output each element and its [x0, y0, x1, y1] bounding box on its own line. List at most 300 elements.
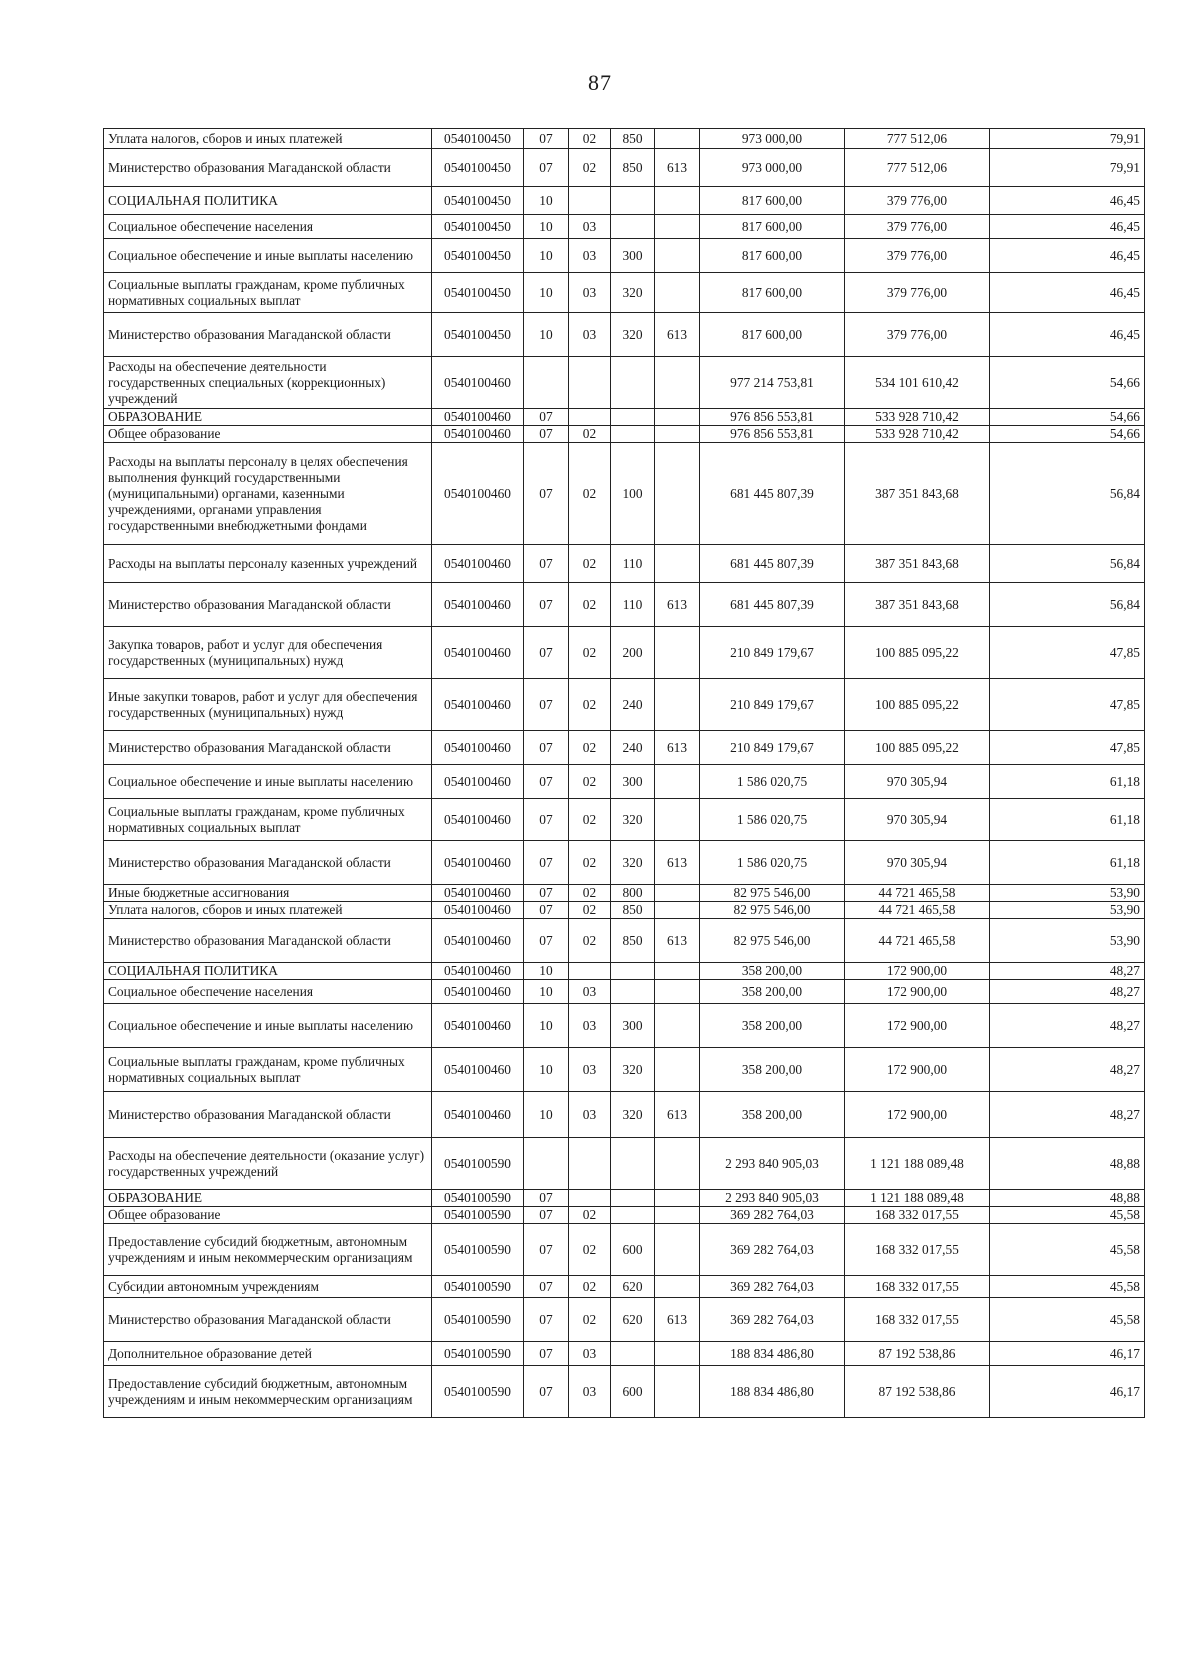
row-name: ОБРАЗОВАНИЕ: [104, 1190, 432, 1207]
row-subsection: 02: [569, 129, 611, 149]
row-plan-amount: 976 856 553,81: [700, 409, 845, 426]
row-grbs: 613: [655, 1298, 700, 1342]
row-name: Министерство образования Магаданской области: [104, 731, 432, 765]
row-section: 07: [524, 409, 569, 426]
row-percent: 56,84: [990, 545, 1145, 583]
row-percent: 46,45: [990, 215, 1145, 239]
row-percent: 48,88: [990, 1190, 1145, 1207]
table-row: [104, 187, 1145, 215]
row-subsection: [569, 187, 611, 215]
row-percent: 53,90: [990, 902, 1145, 919]
row-name: Предоставление субсидий бюджетным, автономным учреждениям и иным некоммерческим организациям: [104, 1366, 432, 1418]
row-plan-amount: 817 600,00: [700, 187, 845, 215]
row-name: Иные бюджетные ассигнования: [104, 885, 432, 902]
row-percent: 46,45: [990, 239, 1145, 273]
row-executed-amount: 168 332 017,55: [845, 1207, 990, 1224]
row-expense-type: 620: [611, 1276, 655, 1298]
row-executed-amount: 379 776,00: [845, 215, 990, 239]
row-percent: 53,90: [990, 919, 1145, 963]
row-grbs: [655, 799, 700, 841]
row-name: Расходы на выплаты персоналу казенных учреждений: [104, 545, 432, 583]
row-plan-amount: 976 856 553,81: [700, 426, 845, 443]
row-grbs: 613: [655, 149, 700, 187]
row-section: 07: [524, 1298, 569, 1342]
row-expense-type: [611, 963, 655, 980]
row-plan-amount: 210 849 179,67: [700, 627, 845, 679]
row-executed-amount: 533 928 710,42: [845, 426, 990, 443]
row-executed-amount: 168 332 017,55: [845, 1224, 990, 1276]
row-name: Министерство образования Магаданской области: [104, 583, 432, 627]
row-subsection: 03: [569, 215, 611, 239]
row-subsection: 02: [569, 902, 611, 919]
table-row: [104, 1276, 1145, 1298]
row-name: Иные закупки товаров, работ и услуг для обеспечения государственных (муниципальных) нужд: [104, 679, 432, 731]
row-executed-amount: 100 885 095,22: [845, 627, 990, 679]
row-grbs: [655, 1342, 700, 1366]
table-row: [104, 239, 1145, 273]
row-expense-type: [611, 409, 655, 426]
row-grbs: [655, 357, 700, 409]
row-percent: 61,18: [990, 841, 1145, 885]
row-plan-amount: 358 200,00: [700, 963, 845, 980]
row-expense-type: 320: [611, 273, 655, 313]
row-plan-amount: 369 282 764,03: [700, 1207, 845, 1224]
row-percent: 45,58: [990, 1276, 1145, 1298]
row-plan-amount: 358 200,00: [700, 980, 845, 1004]
row-plan-amount: 973 000,00: [700, 129, 845, 149]
row-section: 07: [524, 1366, 569, 1418]
row-grbs: [655, 1048, 700, 1092]
row-executed-amount: 777 512,06: [845, 129, 990, 149]
row-name: Социальное обеспечение и иные выплаты населению: [104, 765, 432, 799]
row-executed-amount: 1 121 188 089,48: [845, 1138, 990, 1190]
row-executed-amount: 387 351 843,68: [845, 443, 990, 545]
row-target-code: 0540100460: [432, 1048, 524, 1092]
row-grbs: [655, 765, 700, 799]
row-target-code: 0540100460: [432, 1004, 524, 1048]
row-subsection: [569, 1138, 611, 1190]
row-subsection: 02: [569, 426, 611, 443]
row-percent: 46,17: [990, 1342, 1145, 1366]
row-target-code: 0540100590: [432, 1342, 524, 1366]
row-plan-amount: 681 445 807,39: [700, 545, 845, 583]
row-target-code: 0540100460: [432, 679, 524, 731]
row-section: 07: [524, 799, 569, 841]
row-percent: 45,58: [990, 1298, 1145, 1342]
row-target-code: 0540100460: [432, 583, 524, 627]
row-executed-amount: 379 776,00: [845, 239, 990, 273]
row-percent: 53,90: [990, 885, 1145, 902]
row-expense-type: 850: [611, 149, 655, 187]
row-executed-amount: 379 776,00: [845, 313, 990, 357]
row-plan-amount: 210 849 179,67: [700, 679, 845, 731]
row-executed-amount: 970 305,94: [845, 841, 990, 885]
row-plan-amount: 973 000,00: [700, 149, 845, 187]
row-expense-type: 600: [611, 1366, 655, 1418]
row-percent: 46,17: [990, 1366, 1145, 1418]
row-expense-type: 320: [611, 1092, 655, 1138]
row-executed-amount: 100 885 095,22: [845, 679, 990, 731]
row-subsection: 03: [569, 1366, 611, 1418]
row-target-code: 0540100590: [432, 1207, 524, 1224]
row-plan-amount: 369 282 764,03: [700, 1298, 845, 1342]
row-target-code: 0540100590: [432, 1138, 524, 1190]
row-name: Субсидии автономным учреждениям: [104, 1276, 432, 1298]
row-section: 07: [524, 919, 569, 963]
row-percent: 54,66: [990, 426, 1145, 443]
row-grbs: [655, 273, 700, 313]
table-row: [104, 1048, 1145, 1092]
row-target-code: 0540100460: [432, 799, 524, 841]
row-plan-amount: 817 600,00: [700, 313, 845, 357]
row-percent: 48,27: [990, 1004, 1145, 1048]
table-row: [104, 902, 1145, 919]
row-plan-amount: 358 200,00: [700, 1004, 845, 1048]
row-expense-type: [611, 1342, 655, 1366]
row-target-code: 0540100450: [432, 273, 524, 313]
row-section: 10: [524, 1048, 569, 1092]
row-percent: 56,84: [990, 583, 1145, 627]
row-section: 07: [524, 129, 569, 149]
row-section: 07: [524, 443, 569, 545]
row-subsection: 02: [569, 583, 611, 627]
row-expense-type: 110: [611, 583, 655, 627]
row-target-code: 0540100460: [432, 545, 524, 583]
row-plan-amount: 681 445 807,39: [700, 583, 845, 627]
row-percent: 47,85: [990, 679, 1145, 731]
row-target-code: 0540100460: [432, 765, 524, 799]
row-target-code: 0540100460: [432, 902, 524, 919]
table-row: [104, 409, 1145, 426]
row-percent: 46,45: [990, 313, 1145, 357]
row-expense-type: 200: [611, 627, 655, 679]
row-grbs: 613: [655, 583, 700, 627]
table-row: [104, 1298, 1145, 1342]
row-grbs: [655, 1224, 700, 1276]
row-target-code: 0540100590: [432, 1190, 524, 1207]
row-grbs: [655, 1276, 700, 1298]
row-expense-type: [611, 187, 655, 215]
row-grbs: [655, 902, 700, 919]
row-section: 07: [524, 149, 569, 187]
row-target-code: 0540100460: [432, 1092, 524, 1138]
row-grbs: [655, 1366, 700, 1418]
row-section: 10: [524, 980, 569, 1004]
row-grbs: [655, 1004, 700, 1048]
row-subsection: 03: [569, 273, 611, 313]
row-target-code: 0540100590: [432, 1366, 524, 1418]
row-plan-amount: 82 975 546,00: [700, 919, 845, 963]
row-executed-amount: 970 305,94: [845, 765, 990, 799]
row-section: 10: [524, 187, 569, 215]
row-plan-amount: 188 834 486,80: [700, 1342, 845, 1366]
row-name: Социальное обеспечение населения: [104, 215, 432, 239]
row-expense-type: 100: [611, 443, 655, 545]
table-row: [104, 443, 1145, 545]
row-expense-type: 300: [611, 239, 655, 273]
row-subsection: [569, 1190, 611, 1207]
row-target-code: 0540100450: [432, 313, 524, 357]
row-expense-type: [611, 426, 655, 443]
row-target-code: 0540100460: [432, 841, 524, 885]
row-subsection: 02: [569, 885, 611, 902]
row-executed-amount: 379 776,00: [845, 273, 990, 313]
row-expense-type: 850: [611, 919, 655, 963]
row-subsection: 03: [569, 1004, 611, 1048]
row-executed-amount: 534 101 610,42: [845, 357, 990, 409]
row-percent: 45,58: [990, 1224, 1145, 1276]
row-name: Закупка товаров, работ и услуг для обеспечения государственных (муниципальных) нужд: [104, 627, 432, 679]
row-percent: 54,66: [990, 357, 1145, 409]
row-expense-type: 600: [611, 1224, 655, 1276]
row-target-code: 0540100460: [432, 963, 524, 980]
row-expense-type: [611, 357, 655, 409]
table-row: [104, 1366, 1145, 1418]
row-plan-amount: 1 586 020,75: [700, 841, 845, 885]
row-target-code: 0540100450: [432, 129, 524, 149]
row-executed-amount: 44 721 465,58: [845, 919, 990, 963]
row-expense-type: 320: [611, 313, 655, 357]
row-subsection: [569, 963, 611, 980]
table-row: [104, 885, 1145, 902]
row-name: Министерство образования Магаданской области: [104, 1298, 432, 1342]
table-row: [104, 841, 1145, 885]
row-plan-amount: 82 975 546,00: [700, 885, 845, 902]
row-subsection: 02: [569, 841, 611, 885]
table-row: [104, 919, 1145, 963]
row-executed-amount: 379 776,00: [845, 187, 990, 215]
row-expense-type: [611, 1190, 655, 1207]
row-grbs: 613: [655, 313, 700, 357]
row-name: Социальные выплаты гражданам, кроме публичных нормативных социальных выплат: [104, 1048, 432, 1092]
row-grbs: [655, 885, 700, 902]
row-plan-amount: 1 586 020,75: [700, 765, 845, 799]
table-body: [104, 129, 1145, 1418]
row-subsection: 02: [569, 679, 611, 731]
row-subsection: 02: [569, 1276, 611, 1298]
row-plan-amount: 369 282 764,03: [700, 1224, 845, 1276]
row-name: Министерство образования Магаданской области: [104, 841, 432, 885]
row-subsection: 03: [569, 1048, 611, 1092]
row-subsection: [569, 357, 611, 409]
table-row: [104, 1138, 1145, 1190]
row-percent: 47,85: [990, 731, 1145, 765]
row-percent: 48,88: [990, 1138, 1145, 1190]
row-target-code: 0540100460: [432, 980, 524, 1004]
row-subsection: 02: [569, 1224, 611, 1276]
row-grbs: 613: [655, 731, 700, 765]
row-executed-amount: 387 351 843,68: [845, 583, 990, 627]
row-percent: 61,18: [990, 799, 1145, 841]
row-name: Предоставление субсидий бюджетным, автономным учреждениям и иным некоммерческим организациям: [104, 1224, 432, 1276]
row-plan-amount: 1 586 020,75: [700, 799, 845, 841]
row-percent: 56,84: [990, 443, 1145, 545]
row-subsection: 02: [569, 799, 611, 841]
row-target-code: 0540100460: [432, 731, 524, 765]
row-target-code: 0540100450: [432, 187, 524, 215]
row-name: СОЦИАЛЬНАЯ ПОЛИТИКА: [104, 963, 432, 980]
row-name: Уплата налогов, сборов и иных платежей: [104, 129, 432, 149]
row-expense-type: 320: [611, 841, 655, 885]
row-name: Социальные выплаты гражданам, кроме публичных нормативных социальных выплат: [104, 799, 432, 841]
row-target-code: 0540100450: [432, 239, 524, 273]
budget-execution-table: [103, 128, 1145, 1418]
table-row: [104, 1224, 1145, 1276]
row-plan-amount: 681 445 807,39: [700, 443, 845, 545]
row-grbs: [655, 963, 700, 980]
row-subsection: 02: [569, 731, 611, 765]
row-plan-amount: 358 200,00: [700, 1048, 845, 1092]
row-plan-amount: 817 600,00: [700, 273, 845, 313]
row-executed-amount: 777 512,06: [845, 149, 990, 187]
row-executed-amount: 100 885 095,22: [845, 731, 990, 765]
row-section: 07: [524, 545, 569, 583]
row-subsection: 02: [569, 919, 611, 963]
row-plan-amount: 210 849 179,67: [700, 731, 845, 765]
row-plan-amount: 2 293 840 905,03: [700, 1138, 845, 1190]
row-section: 07: [524, 1224, 569, 1276]
row-expense-type: 620: [611, 1298, 655, 1342]
table-row: [104, 545, 1145, 583]
row-grbs: 613: [655, 841, 700, 885]
row-subsection: 02: [569, 627, 611, 679]
row-plan-amount: 369 282 764,03: [700, 1276, 845, 1298]
row-expense-type: 800: [611, 885, 655, 902]
row-target-code: 0540100460: [432, 426, 524, 443]
row-percent: 48,27: [990, 980, 1145, 1004]
row-grbs: [655, 443, 700, 545]
row-target-code: 0540100460: [432, 885, 524, 902]
row-subsection: [569, 409, 611, 426]
row-section: 07: [524, 1190, 569, 1207]
row-percent: 79,91: [990, 149, 1145, 187]
row-expense-type: [611, 980, 655, 1004]
row-executed-amount: 172 900,00: [845, 1048, 990, 1092]
row-expense-type: 240: [611, 679, 655, 731]
table-row: [104, 731, 1145, 765]
row-target-code: 0540100590: [432, 1224, 524, 1276]
row-percent: 54,66: [990, 409, 1145, 426]
row-section: [524, 1138, 569, 1190]
table-row: [104, 1342, 1145, 1366]
row-section: 07: [524, 731, 569, 765]
row-expense-type: 110: [611, 545, 655, 583]
table-row: [104, 980, 1145, 1004]
row-name: Расходы на обеспечение деятельности (оказание услуг) государственных учреждений: [104, 1138, 432, 1190]
row-section: 07: [524, 1342, 569, 1366]
row-percent: 61,18: [990, 765, 1145, 799]
row-grbs: 613: [655, 919, 700, 963]
row-subsection: 03: [569, 239, 611, 273]
row-grbs: [655, 980, 700, 1004]
row-section: 07: [524, 841, 569, 885]
row-name: Общее образование: [104, 1207, 432, 1224]
row-grbs: [655, 409, 700, 426]
row-subsection: 03: [569, 313, 611, 357]
row-name: Министерство образования Магаданской области: [104, 313, 432, 357]
row-subsection: 03: [569, 1092, 611, 1138]
row-section: 07: [524, 902, 569, 919]
row-executed-amount: 87 192 538,86: [845, 1366, 990, 1418]
row-subsection: 02: [569, 149, 611, 187]
row-expense-type: [611, 1207, 655, 1224]
table-row: [104, 627, 1145, 679]
row-plan-amount: 817 600,00: [700, 215, 845, 239]
row-expense-type: 850: [611, 902, 655, 919]
row-plan-amount: 82 975 546,00: [700, 902, 845, 919]
row-executed-amount: 172 900,00: [845, 963, 990, 980]
table-row: [104, 1190, 1145, 1207]
row-expense-type: 850: [611, 129, 655, 149]
row-section: 10: [524, 963, 569, 980]
table-row: [104, 1004, 1145, 1048]
row-subsection: 02: [569, 1298, 611, 1342]
table-row: [104, 215, 1145, 239]
row-subsection: 02: [569, 765, 611, 799]
row-executed-amount: 172 900,00: [845, 1092, 990, 1138]
table-row: [104, 799, 1145, 841]
row-plan-amount: 977 214 753,81: [700, 357, 845, 409]
row-plan-amount: 188 834 486,80: [700, 1366, 845, 1418]
row-section: 07: [524, 885, 569, 902]
row-grbs: 613: [655, 1092, 700, 1138]
row-executed-amount: 387 351 843,68: [845, 545, 990, 583]
row-grbs: [655, 239, 700, 273]
row-percent: 48,27: [990, 1048, 1145, 1092]
row-target-code: 0540100590: [432, 1276, 524, 1298]
table-row: [104, 273, 1145, 313]
row-name: Министерство образования Магаданской области: [104, 919, 432, 963]
page-number: 87: [588, 70, 612, 95]
row-expense-type: 300: [611, 1004, 655, 1048]
row-target-code: 0540100460: [432, 357, 524, 409]
table-row: [104, 357, 1145, 409]
row-section: 07: [524, 426, 569, 443]
row-grbs: [655, 627, 700, 679]
row-grbs: [655, 129, 700, 149]
row-target-code: 0540100450: [432, 149, 524, 187]
row-executed-amount: 533 928 710,42: [845, 409, 990, 426]
row-grbs: [655, 1138, 700, 1190]
row-grbs: [655, 426, 700, 443]
row-percent: 48,27: [990, 963, 1145, 980]
row-target-code: 0540100460: [432, 443, 524, 545]
row-name: Министерство образования Магаданской области: [104, 149, 432, 187]
row-executed-amount: 168 332 017,55: [845, 1276, 990, 1298]
table-row: [104, 583, 1145, 627]
row-expense-type: 300: [611, 765, 655, 799]
row-executed-amount: 44 721 465,58: [845, 885, 990, 902]
row-subsection: 02: [569, 545, 611, 583]
row-executed-amount: 172 900,00: [845, 1004, 990, 1048]
row-name: Расходы на выплаты персоналу в целях обеспечения выполнения функций государственными (муниципальными) органами, казенными учреждениями, органами управления государственными внебюджетными фондами: [104, 443, 432, 545]
row-expense-type: [611, 1138, 655, 1190]
row-percent: 45,58: [990, 1207, 1145, 1224]
table-row: [104, 426, 1145, 443]
row-name: Уплата налогов, сборов и иных платежей: [104, 902, 432, 919]
row-executed-amount: 1 121 188 089,48: [845, 1190, 990, 1207]
row-percent: 48,27: [990, 1092, 1145, 1138]
row-target-code: 0540100460: [432, 409, 524, 426]
table-row: [104, 129, 1145, 149]
row-expense-type: 320: [611, 1048, 655, 1092]
row-plan-amount: 358 200,00: [700, 1092, 845, 1138]
row-grbs: [655, 215, 700, 239]
row-section: 10: [524, 215, 569, 239]
row-grbs: [655, 1207, 700, 1224]
row-subsection: 02: [569, 1207, 611, 1224]
row-grbs: [655, 1190, 700, 1207]
